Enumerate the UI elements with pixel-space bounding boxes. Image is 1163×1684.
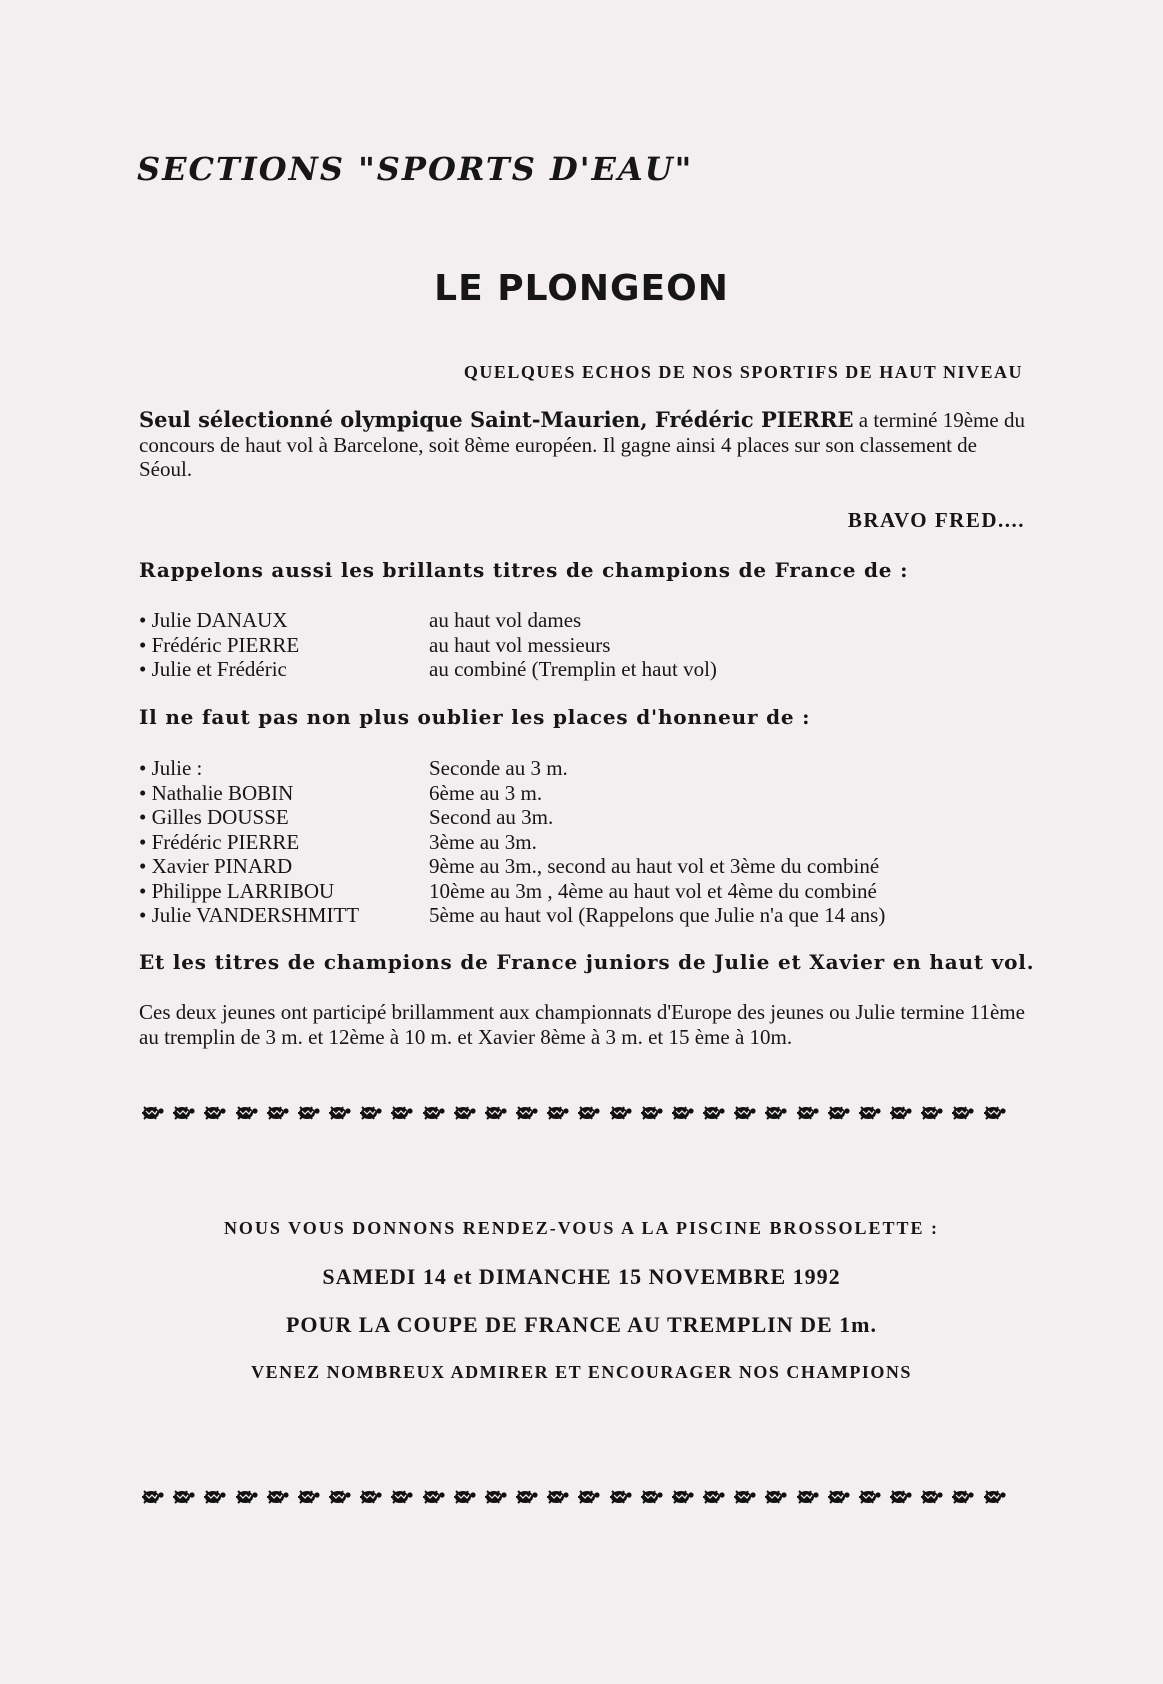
list-item bbox=[139, 608, 1039, 633]
turtle-dingbat-icon bbox=[452, 1102, 476, 1124]
turtle-dingbat-icon bbox=[171, 1102, 195, 1124]
list-item bbox=[139, 903, 1039, 928]
turtle-dingbat-icon bbox=[732, 1486, 756, 1508]
turtle-dingbat-icon bbox=[701, 1486, 725, 1508]
turtle-dingbat-icon bbox=[639, 1102, 663, 1124]
bravo-text: BRAVO FRED.... bbox=[847, 508, 1025, 532]
turtle-dingbat-icon bbox=[826, 1486, 850, 1508]
turtle-dingbat-icon bbox=[296, 1486, 320, 1508]
turtle-dingbat-icon bbox=[982, 1102, 1006, 1124]
champions-heading: Rappelons aussi les brillants titres de champions de France de : bbox=[139, 558, 909, 582]
turtle-dingbat-icon bbox=[545, 1486, 569, 1508]
turtle-dingbat-icon bbox=[140, 1486, 164, 1508]
honneur-name: • Xavier PINARD bbox=[139, 854, 293, 878]
turtle-dingbat-icon bbox=[857, 1486, 881, 1508]
list-item bbox=[139, 633, 1039, 658]
turtle-dingbat-icon bbox=[608, 1102, 632, 1124]
page-title: LE PLONGEON bbox=[434, 268, 729, 309]
honneur-list bbox=[139, 756, 1039, 928]
juniors-heading: Et les titres de champions de France juniors de Julie et Xavier en haut vol. bbox=[139, 950, 1035, 974]
turtle-dingbat-icon bbox=[296, 1102, 320, 1124]
rendezvous-text: NOUS VOUS DONNONS RENDEZ-VOUS A LA PISCINE BROSSOLETTE : bbox=[223, 1218, 940, 1238]
turtle-dingbat-icon bbox=[202, 1102, 226, 1124]
champion-name: • Julie et Frédéric bbox=[139, 657, 287, 681]
turtle-dingbat-icon bbox=[857, 1102, 881, 1124]
turtle-dingbat-icon bbox=[982, 1486, 1006, 1508]
intro-part1: Seul sélectionné olympique Saint-Maurien, Frédéric bbox=[139, 407, 761, 432]
turtle-dingbat-icon bbox=[608, 1486, 632, 1508]
turtle-dingbat-icon bbox=[483, 1486, 507, 1508]
turtle-dingbat-icon bbox=[327, 1102, 351, 1124]
turtle-dingbat-icon bbox=[545, 1102, 569, 1124]
turtle-dingbat-icon bbox=[732, 1102, 756, 1124]
turtle-dingbat-icon bbox=[389, 1486, 413, 1508]
section-title: SECTIONS "SPORTS D'EAU" bbox=[137, 150, 694, 188]
turtle-dingbat-icon bbox=[514, 1486, 538, 1508]
europe-paragraph: Ces deux jeunes ont participé brillamment aux championnats d'Europe des jeunes ou Julie termine 11ème au tremplin de 3 m. et 12ème à 10 m. et Xavier 8ème à 3 m. et 15 ème à 10m. bbox=[139, 1000, 1025, 1049]
turtle-dingbat-icon bbox=[265, 1486, 289, 1508]
turtle-dingbat-icon bbox=[950, 1102, 974, 1124]
turtle-dingbat-icon bbox=[763, 1486, 787, 1508]
honneur-place: 3ème au 3m. bbox=[429, 829, 537, 854]
turtle-dingbat-icon bbox=[639, 1486, 663, 1508]
champion-title: au haut vol messieurs bbox=[429, 632, 611, 657]
honneur-place: 9ème au 3m., second au haut vol et 3ème du combiné bbox=[429, 854, 880, 878]
turtle-dingbat-icon bbox=[421, 1102, 445, 1124]
turtle-dingbat-icon bbox=[514, 1102, 538, 1124]
champion-title: au combiné (Tremplin et haut vol) bbox=[429, 657, 717, 681]
honneur-place: 10ème au 3m , 4ème au haut vol et 4ème du combiné bbox=[429, 878, 877, 903]
turtle-dingbat-icon bbox=[421, 1486, 445, 1508]
champion-title: au haut vol dames bbox=[429, 608, 582, 632]
honneur-place: Seconde au 3 m. bbox=[429, 756, 568, 780]
turtle-dingbat-icon bbox=[950, 1486, 974, 1508]
intro-part2: a terminé 19ème du concours de haut vol à Barcelone, soit 8ème européen. Il gagne ainsi 4 places sur son classement de Séoul. bbox=[139, 408, 1025, 481]
turtle-dingbat-icon bbox=[452, 1486, 476, 1508]
champion-name: • Frédéric PIERRE bbox=[139, 632, 300, 657]
subtitle: QUELQUES ECHOS DE NOS SPORTIFS DE HAUT NIVEAU bbox=[463, 362, 1023, 382]
turtle-dingbat-icon bbox=[234, 1486, 258, 1508]
turtle-dingbat-icon bbox=[202, 1486, 226, 1508]
list-item bbox=[139, 854, 1039, 879]
turtle-dingbat-icon bbox=[763, 1102, 787, 1124]
honneur-name: • Frédéric PIERRE bbox=[139, 829, 300, 854]
honneur-place: 5ème au haut vol (Rappelons que Julie n'a que 14 ans) bbox=[429, 903, 886, 927]
turtle-dingbat-icon bbox=[576, 1102, 600, 1124]
honneur-place: Second au 3m. bbox=[429, 805, 554, 829]
honneur-place: 6ème au 3 m. bbox=[429, 780, 543, 805]
honneur-heading: Il ne faut pas non plus oublier les places d'honneur de : bbox=[139, 705, 811, 729]
intro-name: PIERRE bbox=[760, 407, 854, 432]
list-item bbox=[139, 805, 1039, 830]
turtle-dingbat-icon bbox=[483, 1102, 507, 1124]
honneur-name: • Philippe LARRIBOU bbox=[139, 878, 335, 903]
turtle-dingbat-icon bbox=[919, 1486, 943, 1508]
turtle-dingbat-icon bbox=[140, 1102, 164, 1124]
invite-text: VENEZ NOMBREUX ADMIRER ET ENCOURAGER NOS CHAMPIONS bbox=[251, 1362, 912, 1382]
intro-paragraph bbox=[139, 408, 1025, 482]
turtle-dingbat-icon bbox=[171, 1486, 195, 1508]
event-name: POUR LA COUPE DE FRANCE AU TREMPLIN DE 1m. bbox=[285, 1312, 877, 1337]
turtle-dingbat-icon bbox=[670, 1102, 694, 1124]
turtle-dingbat-icon bbox=[795, 1486, 819, 1508]
turtle-dingbat-icon bbox=[234, 1102, 258, 1124]
honneur-name: • Julie : bbox=[139, 756, 203, 780]
champions-list bbox=[139, 608, 1039, 682]
turtle-dingbat-icon bbox=[389, 1102, 413, 1124]
turtle-dingbat-icon bbox=[358, 1486, 382, 1508]
ornament-border-top bbox=[140, 1102, 1006, 1124]
ornament-border-bottom bbox=[140, 1486, 1006, 1508]
turtle-dingbat-icon bbox=[670, 1486, 694, 1508]
turtle-dingbat-icon bbox=[888, 1102, 912, 1124]
list-item bbox=[139, 879, 1039, 904]
turtle-dingbat-icon bbox=[358, 1102, 382, 1124]
honneur-name: • Julie VANDERSHMITT bbox=[139, 903, 360, 927]
honneur-name: • Nathalie BOBIN bbox=[139, 780, 294, 805]
list-item bbox=[139, 657, 1039, 682]
turtle-dingbat-icon bbox=[795, 1102, 819, 1124]
turtle-dingbat-icon bbox=[701, 1102, 725, 1124]
turtle-dingbat-icon bbox=[919, 1102, 943, 1124]
turtle-dingbat-icon bbox=[327, 1486, 351, 1508]
turtle-dingbat-icon bbox=[576, 1486, 600, 1508]
turtle-dingbat-icon bbox=[888, 1486, 912, 1508]
champion-name: • Julie DANAUX bbox=[139, 608, 288, 632]
list-item bbox=[139, 756, 1039, 781]
turtle-dingbat-icon bbox=[265, 1102, 289, 1124]
event-dates: SAMEDI 14 et DIMANCHE 15 NOVEMBRE 1992 bbox=[322, 1264, 841, 1289]
list-item bbox=[139, 781, 1039, 806]
honneur-name: • Gilles DOUSSE bbox=[139, 805, 289, 829]
turtle-dingbat-icon bbox=[826, 1102, 850, 1124]
list-item bbox=[139, 830, 1039, 855]
